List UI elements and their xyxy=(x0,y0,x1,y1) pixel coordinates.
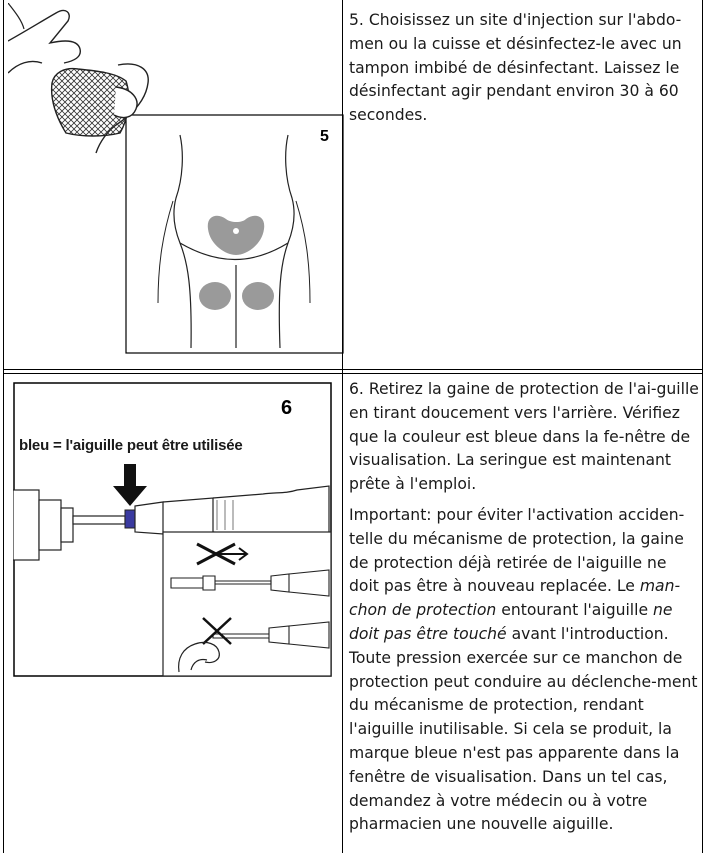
step6-instructions xyxy=(349,378,701,837)
step5-illustration xyxy=(8,3,348,363)
table-row-divider xyxy=(3,369,703,370)
step6-emphasis-touch: ne doit pas être touché xyxy=(349,601,673,643)
step6-text-b: entourant l'aiguille xyxy=(496,601,654,620)
step6-text-c: avant l'introduction. Toute pression exercée sur ce manchon de protection peut conduire au déclenche-ment du mécanisme de protection, rendant l'aiguille inutilisable. Si cela se produit, la marque bleue n'est pas apparente dans la fenêtre de visualisation. Dans un tel cas, demandez à votre médecin ou à votre pharmacien une nouvelle aiguille. xyxy=(349,624,698,834)
table-border-left xyxy=(3,0,4,853)
step5-figure-number: 5 xyxy=(320,128,329,145)
table-border-right xyxy=(702,0,703,853)
step5-instructions xyxy=(349,9,701,128)
step6-emphasis-sleeve: man-chon de protection xyxy=(349,577,681,620)
step6-figure-caption: bleu = l'aiguille peut être utilisée xyxy=(19,437,243,454)
step6-paragraph-1: 6. Retirez la gaine de protection de l'ai-guille en tirant doucement vers l'arrière. Vérifiez que la couleur est bleue dans la fe-nêtre de visualisation. La seringue est maintenant prête à l'emploi. xyxy=(349,380,699,494)
step6-figure-number: 6 xyxy=(281,397,293,419)
step5-paragraph: 5. Choisissez un site d'injection sur l'abdo-men ou la cuisse et désinfectez-le avec un tampon imbibé de désinfectant. Laissez le désinfectant agir pendant environ 30 à 60 secondes. xyxy=(349,11,682,125)
table-row-divider-inner xyxy=(3,373,703,374)
step6-illustration xyxy=(13,382,333,678)
step6-paragraph-2 xyxy=(349,504,701,837)
step6-text-a: Important: pour éviter l'activation acciden-telle du mécanisme de protection, la gaine de protection déjà retirée de l'aiguille ne doit pas être à nouveau replacée. Le xyxy=(349,505,685,596)
